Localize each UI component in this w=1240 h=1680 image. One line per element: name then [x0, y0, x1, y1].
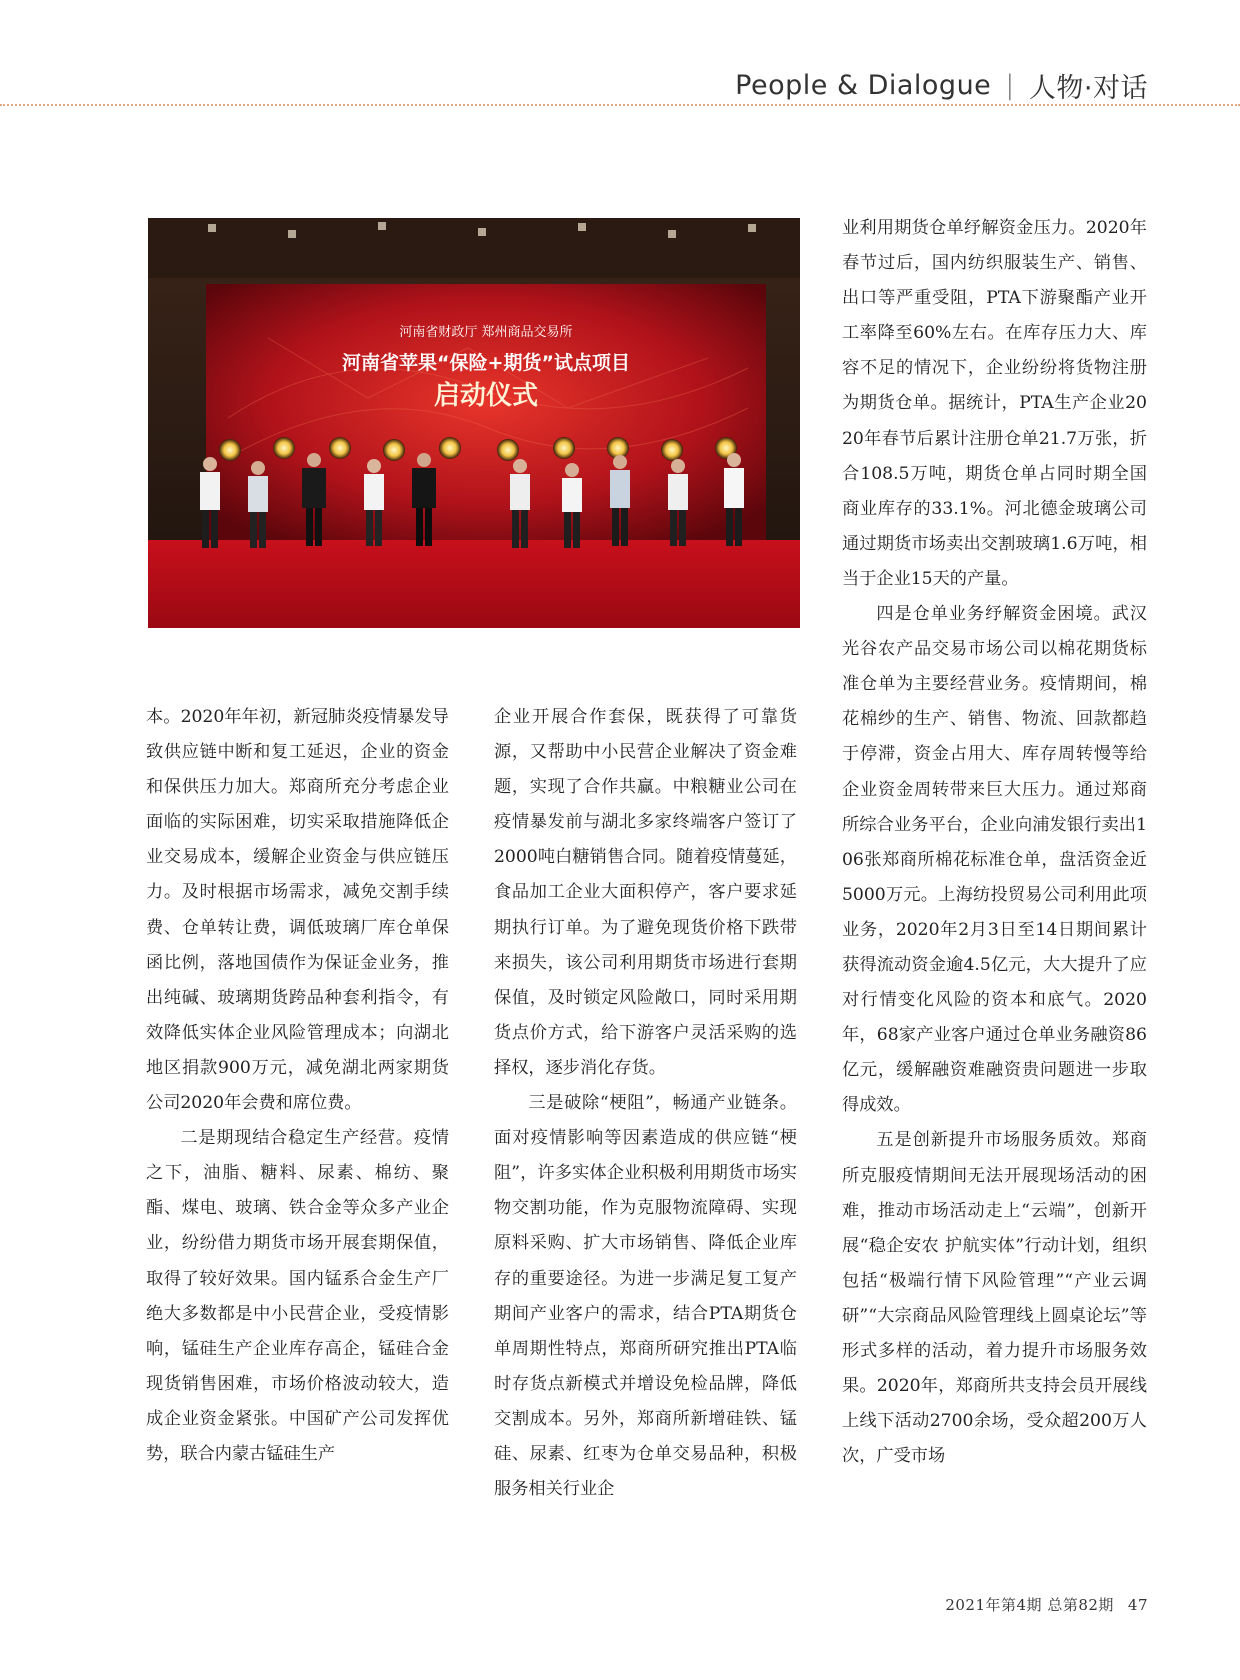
paragraph: 业利用期货仓单纾解资金压力。2020年春节过后，国内纺织服装生产、销售、出口等严重受阻，PTA下游聚酯产业开工率降至60%左右。在库存压力大、库容不足的情况下，企业纷纷将货物注册为期货仓单。据统计，PTA生产企业2020年春节后累计注册仓单21.7万张，折合108.5万吨，期货仓单占同时期全国商业库存的33.1%。河北德金玻璃公司通过期货市场卖出交割玻璃1.6万吨，相当于企业15天的产量。	[842, 218, 1147, 589]
page-footer	[945, 1594, 1148, 1615]
banner-text-organizers: 河南省财政厅 郑州商品交易所	[399, 325, 573, 340]
banner-text-ceremony: 启动仪式	[433, 381, 539, 411]
text-column-3	[842, 211, 1147, 1474]
event-photo-illustration	[148, 218, 800, 628]
paragraph: 本。2020年年初，新冠肺炎疫情暴发导致供应链中断和复工延迟，企业的资金和保供压力加大。郑商所充分考虑企业面临的实际困难，切实采取措施降低企业交易成本，缓解企业资金与供应链压力。及时根据市场需求，减免交割手续费、仓单转让费，调低玻璃厂库仓单保函比例，落地国债作为保证金业务，推出纯碱、玻璃期货跨品种套利指令，有效降低实体企业风险管理成本；向湖北地区捐款900万元，减免湖北两家期货公司2020年会费和席位费。	[146, 707, 449, 1114]
paragraph: 四是仓单业务纾解资金困境。武汉光谷农产品交易市场公司以棉花期货标准仓单为主要经营业务。疫情期间，棉花棉纱的生产、销售、物流、回款都趋于停滞，资金占用大、库存周转慢等给企业资金周转带来巨大压力。通过郑商所综合业务平台，企业向浦发银行卖出106张郑商所棉花标准仓单，盘活资金近5000万元。上海纺投贸易公司利用此项业务，2020年2月3日至14日期间累计获得流动资金逾4.5亿元，大大提升了应对行情变化风险的资本和底气。2020年，68家产业客户通过仓单业务融资86亿元，缓解融资难融资贵问题进一步取得成效。	[842, 604, 1147, 1116]
header-separator: |	[1005, 70, 1015, 101]
event-photo	[148, 218, 800, 628]
banner-text-project: 河南省苹果“保险+期货”试点项目	[342, 352, 630, 374]
header-english: People & Dialogue	[735, 70, 992, 101]
page-number: 47	[1127, 1596, 1148, 1614]
paragraph: 三是破除“梗阻”，畅通产业链条。面对疫情影响等因素造成的供应链“梗阻”，许多实体企业积极利用期货市场实物交割功能，作为克服物流障碍、实现原料采购、扩大市场销售、降低企业库存的重要途径。为进一步满足复工复产期间产业客户的需求，结合PTA期货仓单周期性特点，郑商所研究推出PTA临时存货点新模式并增设免检品牌，降低交割成本。另外，郑商所新增硅铁、锰硅、尿素、红枣为仓单交易品种，积极服务相关行业企	[494, 1093, 797, 1500]
text-column-2	[494, 700, 797, 1507]
issue-info: 2021年第4期 总第82期	[945, 1596, 1114, 1614]
paragraph: 二是期现结合稳定生产经营。疫情之下，油脂、糖料、尿素、棉纺、聚酯、煤电、玻璃、铁合金等众多产业企业，纷纷借力期货市场开展套期保值，取得了较好效果。国内锰系合金生产厂绝大多数都是中小民营企业，受疫情影响，锰硅生产企业库存高企，锰硅合金现货销售困难，市场价格波动较大，造成企业资金紧张。中国矿产公司发挥优势，联合内蒙古锰硅生产	[146, 1128, 449, 1464]
text-column-1	[146, 700, 449, 1472]
paragraph: 企业开展合作套保，既获得了可靠货源，又帮助中小民营企业解决了资金难题，实现了合作共赢。中粮糖业公司在疫情暴发前与湖北多家终端客户签订了2000吨白糖销售合同。随着疫情蔓延，食品加工企业大面积停产，客户要求延期执行订单。为了避免现货价格下跌带来损失，该公司利用期货市场进行套期保值，及时锁定风险敞口，同时采用期货点价方式，给下游客户灵活采购的选择权，逐步消化存货。	[494, 707, 797, 1078]
header-chinese: 人物·对话	[1028, 73, 1148, 104]
running-header	[735, 66, 1148, 105]
header-dotted-rule	[0, 104, 1240, 106]
paragraph: 五是创新提升市场服务质效。郑商所克服疫情期间无法开展现场活动的困难，推动市场活动走上“云端”，创新开展“稳企安农 护航实体”行动计划，组织包括“极端行情下风险管理”“产业云调研”“大宗商品风险管理线上圆桌论坛”等形式多样的活动，着力提升市场服务效果。2020年，郑商所共支持会员开展线上线下活动2700余场，受众超200万人次，广受市场	[842, 1130, 1147, 1467]
